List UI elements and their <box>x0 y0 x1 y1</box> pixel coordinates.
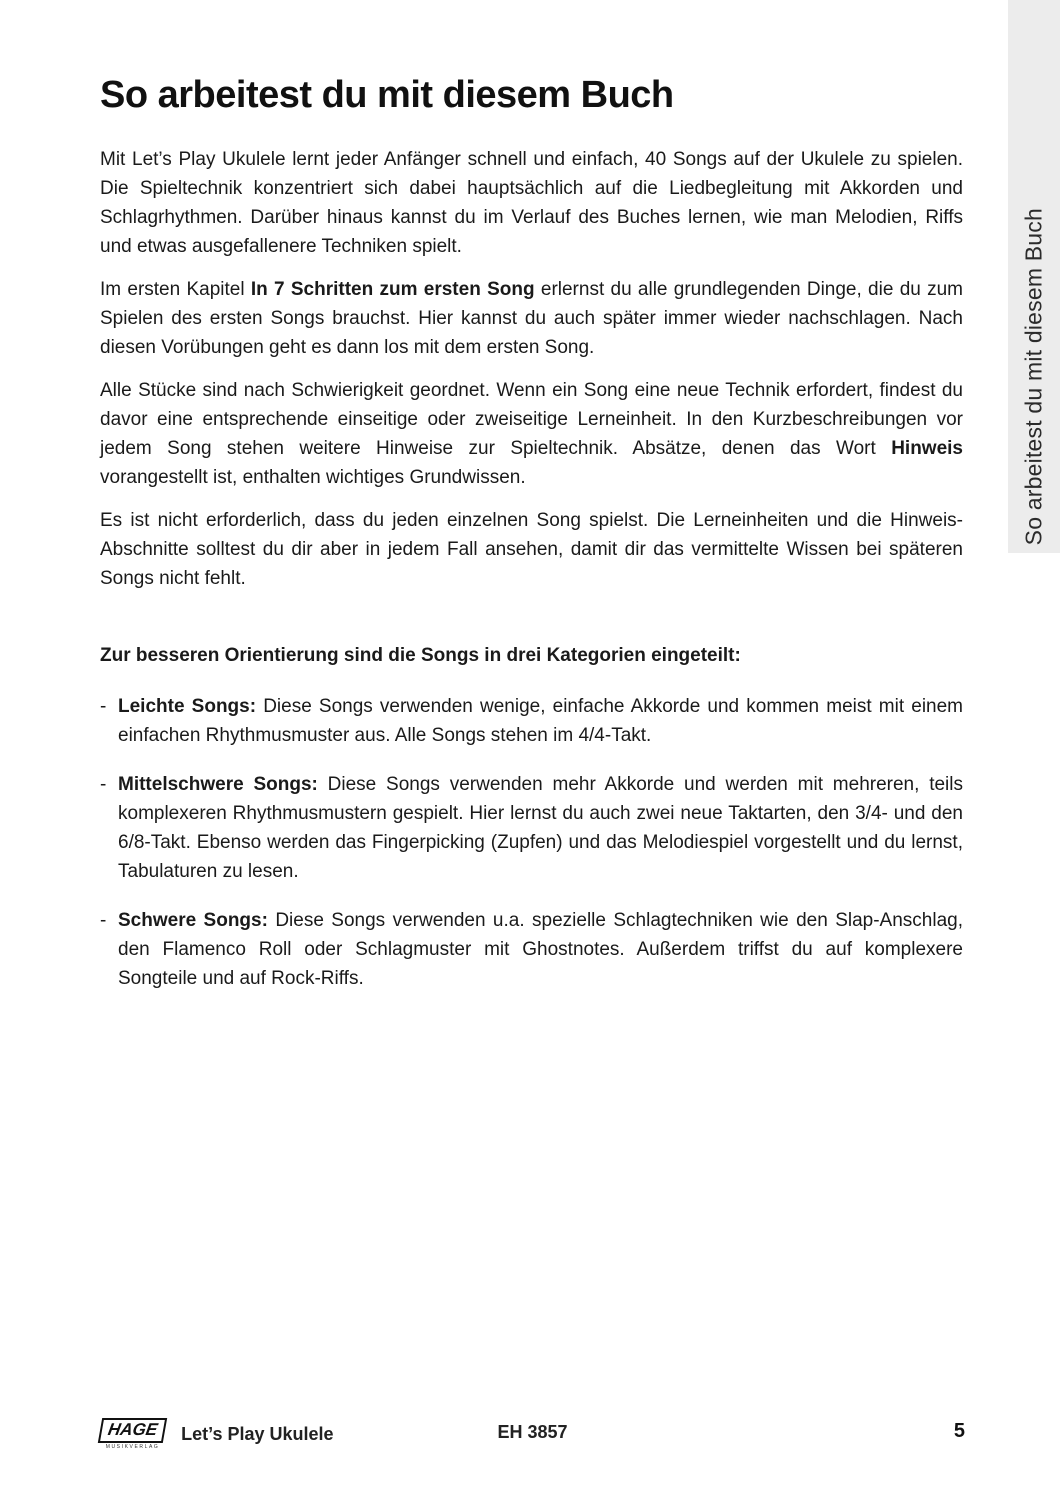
footer-catalog-number: EH 3857 <box>497 1422 568 1442</box>
text-run: Im ersten Kapitel <box>100 279 251 300</box>
bullet-marker: - <box>100 774 107 795</box>
list-item-hard-songs <box>100 906 963 993</box>
page-footer <box>100 1418 965 1450</box>
bullet-marker: - <box>100 696 107 717</box>
bold-text-run: Mittelschwere Songs: <box>118 774 318 795</box>
chapter-tab <box>1008 0 1060 553</box>
list-item-medium-songs <box>100 770 963 886</box>
bold-text-run: Hinweis <box>891 438 963 459</box>
bullet-marker: - <box>100 910 107 931</box>
paragraph-first-chapter <box>100 275 963 362</box>
footer-left <box>100 1418 334 1450</box>
hage-logo-box <box>98 1418 168 1443</box>
list-item-easy-songs <box>100 692 963 750</box>
text-run: Alle Stücke sind nach Schwierigkeit geordnet. Wenn ein Song eine neue Technik erfordert, findest du davor eine entsprechende einseitige oder zweiseitige Lerneinheit. In den Kurzbeschreibungen vor jedem Song stehen weitere Hinweise zur Spieltechnik. Absätze, denen das Wort <box>100 380 963 459</box>
hage-logo-text: HAGE <box>106 1420 159 1439</box>
hage-publisher-logo <box>100 1418 165 1450</box>
list-item-text <box>118 692 963 750</box>
text-run: Mit Let’s Play Ukulele lernt jeder Anfänger schnell und einfach, 40 Songs auf der Ukulele zu spielen. Die Spieltechnik konzentriert sich dabei hauptsächlich auf die Liedbegleitung mit Akkorden und Schlagrhythmen. Darüber hinaus kannst du im Verlauf des Buches lernen, wie man Melodien, Riffs und etwas ausgefallenere Techniken spielt. <box>100 149 963 257</box>
text-run: erlernst du alle grundlegenden Dinge, die du zum Spielen des ersten Songs brauchst. Hier kannst du auch später immer wieder nachschlagen. Nach diesen Vorübungen geht es dann los mit dem ersten Song. <box>100 279 964 358</box>
footer-series-title: Let’s Play Ukulele <box>181 1423 334 1444</box>
bold-text-run: Schwere Songs: <box>118 910 268 931</box>
list-item-text <box>118 906 963 993</box>
paragraph-not-required <box>100 506 963 593</box>
categories-heading: Zur besseren Orientierung sind die Songs in drei Kategorien eingeteilt: <box>100 645 741 666</box>
chapter-tab-label: So arbeitest du mit diesem Buch <box>1020 207 1047 545</box>
text-run: Diese Songs verwenden wenige, einfache Akkorde und kommen meist mit einem einfachen Rhythmusmuster aus. Alle Songs stehen im 4/4-Takt. <box>118 696 963 746</box>
page-title: So arbeitest du mit diesem Buch <box>100 74 674 116</box>
paragraph-difficulty-order <box>100 376 963 492</box>
text-run: Diese Songs verwenden u.a. spezielle Schlagtechniken wie den Slap-Anschlag, den Flamenco Roll oder Schlagmuster mit Ghostnotes. Außerdem triffst du auf komplexere Songteile und auf Rock-Riffs. <box>118 910 963 989</box>
text-run: Diese Songs verwenden mehr Akkorde und werden mit mehreren, teils komplexeren Rhythmusmustern gespielt. Hier lernst du auch zwei neue Taktarten, den 3/4- und den 6/8-Takt. Ebenso werden das Fingerpicking (Zupfen) und das Melodiespiel vorgestellt und du lernst, Tabulaturen zu lesen. <box>118 774 963 882</box>
footer-page-number: 5 <box>953 1420 965 1442</box>
text-run: vorangestellt ist, enthalten wichtiges Grundwissen. <box>100 467 526 488</box>
bold-text-run: Leichte Songs: <box>118 696 257 717</box>
hage-logo-subtext: MUSIKVERLAG <box>105 1444 160 1450</box>
bold-text-run: In 7 Schritten zum ersten Song <box>250 279 535 300</box>
text-run: Es ist nicht erforderlich, dass du jeden einzelnen Song spielst. Die Lerneinheiten und die Hinweis-Abschnitte solltest du dir aber in jedem Fall ansehen, damit dir das vermittelte Wissen bei späteren Songs nicht fehlt. <box>100 510 963 589</box>
list-item-text <box>118 770 963 886</box>
page-content <box>100 0 963 1013</box>
paragraph-intro <box>100 145 963 261</box>
